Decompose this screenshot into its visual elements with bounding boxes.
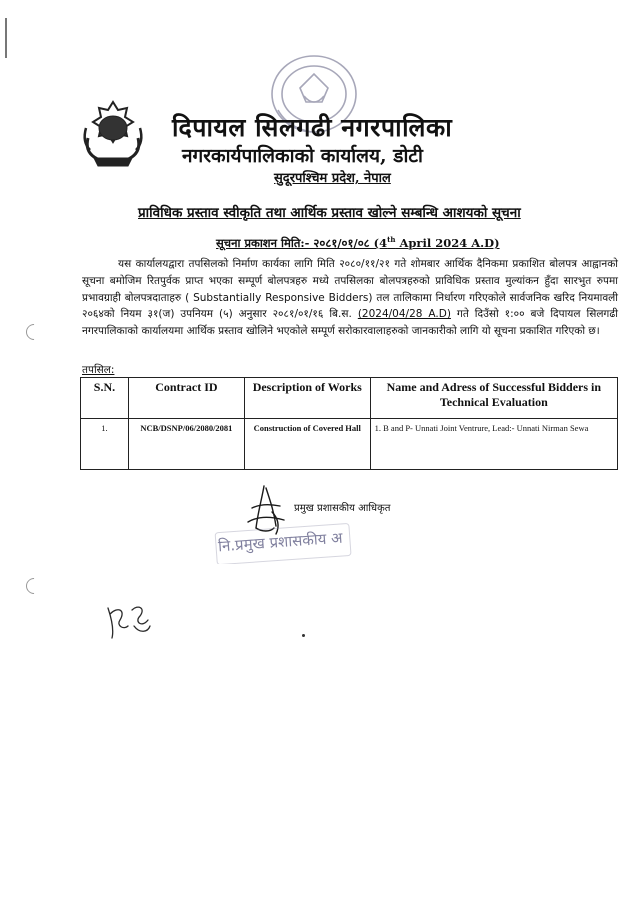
table-header-row <box>81 378 618 419</box>
cell-sn: 1. <box>81 419 129 470</box>
schedule-label: तपसिल: <box>82 364 115 376</box>
publication-date <box>216 235 500 251</box>
office-name: नगरकार्यपालिकाको कार्यालय, डोटी <box>182 145 423 167</box>
cell-bidders: 1. B and P- Unnati Joint Ventrure, Lead:- Unnati Nirman Sewa <box>370 419 617 470</box>
cell-contract-id: NCB/DSNP/06/2080/2081 <box>128 419 244 470</box>
notice-body <box>82 256 618 340</box>
notice-body-part2: गते दिउँसो १:०० बजे दिपायल सिलगढी नगरपालिकाको कार्यालयमा आर्थिक प्रस्ताव खोलिने भएकोले सम्पूर्ण सरोकारवालाहरुको जानकारीको लागि यो सूचना प्रकाशित गरिएको छ। <box>82 308 618 338</box>
cell-description: Construction of Covered Hall <box>244 419 370 470</box>
punch-hole-mark <box>23 321 46 344</box>
handwritten-initials-mark <box>104 600 154 642</box>
ink-dot <box>302 634 305 637</box>
header-sn: S.N. <box>81 378 129 419</box>
bidders-table <box>80 377 618 470</box>
punch-hole-mark <box>23 575 46 598</box>
header-bidders: Name and Adress of Successful Bidders in Technical Evaluation <box>370 378 617 419</box>
officer-stamp-text: नि.प्रमुख प्रशासकीय अ <box>217 528 344 556</box>
publication-date-tail: April 2024 A.D) <box>395 235 500 250</box>
municipality-name: दिपायल सिलगढी नगरपालिका <box>172 113 453 142</box>
notice-body-part1: यस कार्यालयद्वारा तपसिलको निर्माण कार्यका लागि मिति २०८०/११/२१ गते शोमबार आर्थिक दैनिकमा प्रकाशित बोलपत्र आह्वानको सूचना बमोजिम रितपुर्वक प्राप्त भएका सम्पूर्ण बोलपत्रहरु मध्ये तपसिलका बोलपत्रहरुको प्राविधिक प्रस्ताव मुल्यांकन हुँदा सारभुत रुपमा प्रभावग्राही बोलपत्रदाताहरु ( Substantially Responsive Bidders) तल तालिकामा निर्धारण गरिएकोले सार्वजनिक खरिद नियमावली २०६४को नियम ३१(ज) उपनियम (५) अनुसार २०८१/०१/१६ बि.स. <box>82 258 618 321</box>
signatory-designation: प्रमुख प्रशासकीय आधिकृत <box>294 503 391 514</box>
page-edge-mark <box>5 18 7 58</box>
table-row <box>81 419 618 470</box>
notice-body-date: (2024/04/28 A.D) <box>357 308 451 321</box>
header-contract-id: Contract ID <box>128 378 244 419</box>
province-name: सुदूरपश्चिम प्रदेश, नेपाल <box>274 171 391 186</box>
publication-date-label: सूचना प्रकाशन मिति:- २०८१/०१/०८ (4 <box>216 235 388 250</box>
government-emblem-logo <box>80 98 146 168</box>
header-description: Description of Works <box>244 378 370 419</box>
notice-heading: प्राविधिक प्रस्ताव स्वीकृति तथा आर्थिक प्रस्ताव खोल्ने सम्बन्धि आशयको सूचना <box>138 205 521 221</box>
publication-date-suffix: th <box>387 235 396 244</box>
